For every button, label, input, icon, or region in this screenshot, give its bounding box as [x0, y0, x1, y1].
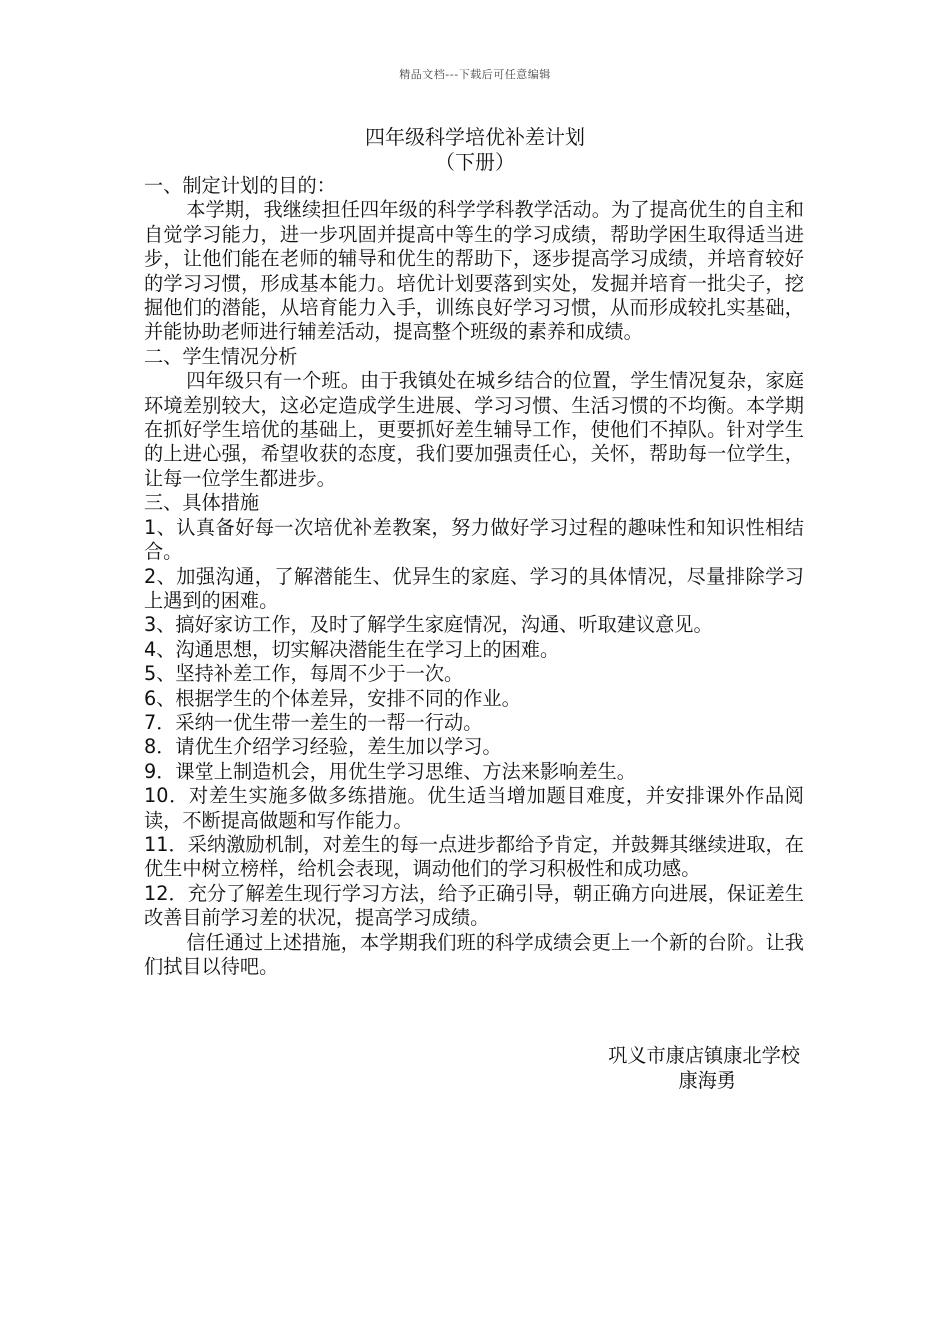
measure-item-7: 7．采纳一优生带一差生的一帮一行动。: [144, 710, 483, 734]
measure-item-9: 9．课堂上制造机会，用优生学习思维、方法来影响差生。: [144, 759, 636, 783]
signature-author: 康海勇: [678, 1069, 736, 1092]
measure-item-11: 11．采纳激励机制，对差生的每一点进步都给予肯定，并鼓舞其继续进取，在优生中树立榜样，给机会表现，调动他们的学习积极性和成功感。: [144, 832, 804, 881]
signature-school: 巩义市康店镇康北学校: [608, 1044, 800, 1067]
measure-item-8: 8．请优生介绍学习经验，差生加以学习。: [144, 735, 502, 759]
section-heading-analysis: 二、学生情况分析: [144, 344, 298, 368]
measure-item-6: 6、根据学生的个体差异，安排不同的作业。: [144, 686, 521, 710]
measure-item-12: 12．充分了解差生现行学习方法，给予正确引导，朝正确方向进展，保证差生改善目前学习差的状况，提高学习成绩。: [144, 881, 804, 930]
measure-item-2: 2、加强沟通，了解潜能生、优异生的家庭、学习的具体情况，尽量排除学习上遇到的困难。: [144, 564, 804, 612]
document-title: 四年级科学培优补差计划: [365, 125, 585, 149]
paragraph-analysis: 四年级只有一个班。由于我镇处在城乡结合的位置，学生情况复杂，家庭环境差别较大，这必定造成学生进展、学习习惯、生活习惯的不均衡。本学期在抓好学生培优的基础上，更要抓好差生辅导工作，使他们不掉队。针对学生的上进心强，希望收获的态度，我们要加强责任心，关怀，帮助每一位学生，让每一位学生都进步。: [144, 369, 804, 490]
measure-item-10: 10．对差生实施多做多练措施。优生适当增加题目难度，并安排课外作品阅读，不断提高做题和写作能力。: [144, 784, 804, 832]
section-heading-purpose: 一、制定计划的目的：: [144, 174, 336, 197]
paragraph-purpose: 本学期，我继续担任四年级的科学学科教学活动。为了提高优生的自主和自觉学习能力，进一步巩固并提高中等生的学习成绩，帮助学困生取得适当进步，让他们能在老师的辅导和优生的帮助下，逐步提高学习成绩，并培育较好的学习习惯，形成基本能力。培优计划要落到实处，发掘并培育一批尖子，挖掘他们的潜能，从培育能力入手，训练良好学习习惯，从而形成较扎实基础，并能协助老师进行辅差活动，提高整个班级的素养和成绩。: [144, 198, 804, 344]
document-body: [144, 174, 804, 979]
measure-item-3: 3、搞好家访工作，及时了解学生家庭情况，沟通、听取建议意见。: [144, 613, 713, 637]
section-heading-measures: 三、具体措施: [144, 491, 260, 515]
watermark-header: 精品文档---下载后可任意编辑: [399, 68, 551, 81]
measure-item-5: 5、坚持补差工作，每周不少于一次。: [144, 662, 464, 686]
document-subtitle: （下册）: [435, 150, 515, 174]
measure-item-4: 4、沟通思想，切实解决潜能生在学习上的困难。: [144, 637, 560, 661]
paragraph-conclusion: 信任通过上述措施，本学期我们班的科学成绩会更上一个新的台阶。让我们拭目以待吧。: [144, 930, 804, 978]
measure-item-1: 1、认真备好每一次培优补差教案，努力做好学习过程的趣味性和知识性相结合。: [144, 515, 804, 564]
